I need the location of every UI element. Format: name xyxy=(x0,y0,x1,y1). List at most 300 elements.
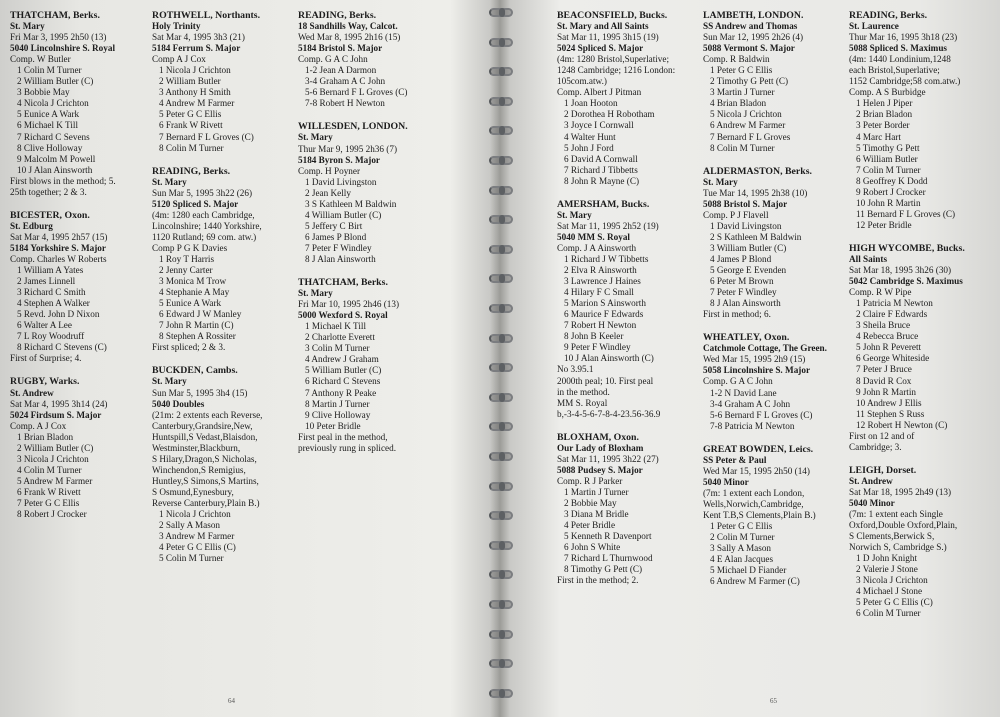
tower-name: READING, Berks. xyxy=(849,10,928,21)
peal-entry xyxy=(557,199,703,420)
ringer-line: 8 Colin M Turner xyxy=(159,142,224,153)
peal-date: Wed Mar 8, 1995 2h16 (15) xyxy=(298,32,401,43)
binding-coil xyxy=(489,570,513,579)
tower-name: READING, Berks. xyxy=(152,165,231,177)
peal-date: Sat Mar 11, 1995 3h15 (19) xyxy=(557,32,659,43)
peal-date: Thur Mar 9, 1995 2h36 (7) xyxy=(298,143,398,154)
ringer-line: 7-8 Robert H Newton xyxy=(305,98,385,109)
ringer-line: 5 Peter G C Ellis (C) xyxy=(856,597,933,608)
peal-entry xyxy=(849,243,995,453)
peal-date: Wed Mar 15, 1995 2h9 (15) xyxy=(703,354,806,365)
ringer-line: 9 Malcolm M Powell xyxy=(17,153,96,164)
ringer-line: 7 Richard L Thurnwood xyxy=(564,553,653,564)
ringer-line: 6 Andrew M Farmer (C) xyxy=(710,576,800,587)
ringer-line: 3 Colin M Turner xyxy=(305,343,370,354)
peal-entry xyxy=(10,210,152,365)
ringer-line: 5 Andrew M Farmer xyxy=(17,475,93,486)
composition-note: 1248 Cambridge; 1216 London: xyxy=(557,65,676,76)
footnote: previously rung in spliced. xyxy=(298,442,396,453)
method-name: 5184 Yorkshire S. Major xyxy=(10,242,106,253)
peal-entry xyxy=(557,432,703,587)
peal-entry xyxy=(557,10,703,187)
ringer-line: 4 Walter Hunt xyxy=(564,131,616,142)
footnote: MM S. Royal xyxy=(557,397,608,408)
ringer-line: 4 Peter G C Ellis (C) xyxy=(159,542,236,553)
composition-note: S Clements,Berwick S, xyxy=(849,531,935,542)
composer: Comp. H Poyner xyxy=(298,165,361,176)
peal-date: Sat Mar 11, 1995 3h22 (27) xyxy=(557,453,659,464)
tower-name: ALDERMASTON, Berks. xyxy=(703,165,812,177)
composer: Comp. G A C John xyxy=(703,376,773,387)
ringer-line: 6 James P Blond xyxy=(305,231,367,242)
ringer-line: 1 Richard J W Tibbetts xyxy=(564,253,649,264)
ringer-line: 7 Peter G C Ellis xyxy=(17,497,80,508)
ringer-line: 4 Nicola J Crichton xyxy=(17,98,89,109)
binding-coil xyxy=(489,334,513,343)
ringer-line: 5 Michael D Fiander xyxy=(710,565,787,576)
ringer-line: 1 Joan Hooton xyxy=(564,98,618,109)
ringer-line: 4 Rebecca Bruce xyxy=(856,331,919,342)
peal-entry xyxy=(298,10,488,109)
composition-note: Huntley,S Simons,S Martins, xyxy=(152,475,259,486)
ringer-line: 7 Peter F Windley xyxy=(710,287,777,298)
ringer-line: 1 Brian Bladon xyxy=(17,431,74,442)
ringer-line: 8 John B Keeler xyxy=(564,331,624,342)
method-name: 5088 Bristol S. Major xyxy=(703,198,788,209)
peal-date: Tue Mar 14, 1995 2h38 (10) xyxy=(703,187,808,198)
ringer-line: 4 E Alan Jacques xyxy=(710,554,774,565)
ringer-line: 10 J Alan Ainsworth (C) xyxy=(564,353,654,364)
ringer-line: 4 Colin M Turner xyxy=(17,464,82,475)
method-name: 5000 Wexford S. Royal xyxy=(298,310,388,321)
ringer-line: 11 Bernard F L Groves (C) xyxy=(856,208,956,219)
composition-note: Kent T.B,S Clements,Plain B.) xyxy=(703,509,816,520)
ringer-line: 6 George Whiteside xyxy=(856,353,930,364)
ringer-line: 6 Maurice F Edwards xyxy=(564,309,644,320)
ringer-line: 11 Stephen S Russ xyxy=(856,408,925,419)
ringer-line: 1 Peter G C Ellis xyxy=(710,65,773,76)
peal-date: Fri Mar 3, 1995 2h50 (13) xyxy=(10,32,107,43)
ringer-line: 3 Martin J Turner xyxy=(710,87,775,98)
peal-date: Sat Mar 18, 1995 3h26 (30) xyxy=(849,265,952,276)
method-name: 5040 Minor xyxy=(703,476,749,487)
method-name: 5184 Byron S. Major xyxy=(298,154,381,165)
ringer-line: 1 David Livingston xyxy=(305,176,377,187)
ringer-line: 1 Peter G C Ellis xyxy=(710,521,773,532)
ringer-line: 6 Michael K Till xyxy=(17,120,79,131)
footnote: 2000th peal; 10. First peal xyxy=(557,375,654,386)
ringer-line: 1 Helen J Piper xyxy=(856,98,913,109)
ringer-line: 3 Sally A Mason xyxy=(710,543,772,554)
ringer-line: 8 Stephen A Rossiter xyxy=(159,331,236,342)
ringer-line: 6 John S White xyxy=(564,542,621,553)
ringer-line: 1 Nicola J Crichton xyxy=(159,65,231,76)
footnote: b,-3-4-5-6-7-8-4-23.56-36.9 xyxy=(557,408,661,419)
church-name: St. Mary and All Saints xyxy=(557,21,649,32)
composition-note: (4m: 1280 each Cambridge, xyxy=(152,209,255,220)
tower-name: BICESTER, Oxon. xyxy=(10,209,90,221)
ringer-line: 5 John J Ford xyxy=(564,142,614,153)
ringer-line: 3 William Butler (C) xyxy=(710,242,787,253)
ringer-line: 1 Patricia M Newton xyxy=(856,298,933,309)
peal-entry xyxy=(703,10,845,154)
ringer-line: 2 Dorothea H Robotham xyxy=(564,109,655,120)
ringer-line: 5 Colin M Turner xyxy=(159,553,224,564)
ringer-line: 7 L Roy Woodruff xyxy=(17,331,85,342)
ringer-line: 1 Martin J Turner xyxy=(564,486,629,497)
binding-coil xyxy=(489,8,513,17)
tower-name: RUGBY, Warks. xyxy=(10,376,80,388)
church-name: St. Mary xyxy=(298,132,333,143)
ringer-line: 12 Peter Bridle xyxy=(856,219,912,230)
ringer-line: 8 Richard C Stevens (C) xyxy=(17,342,107,353)
ringer-line: 9 Peter F Windley xyxy=(564,342,631,353)
composer: Comp. Albert J Pitman xyxy=(557,87,642,98)
ringer-line: 9 Robert J Crocker xyxy=(856,186,926,197)
ringer-line: 5-6 Bernard F L Groves (C) xyxy=(305,87,408,98)
ringer-line: 3-4 Graham A C John xyxy=(710,398,791,409)
composer: Comp P G K Davies xyxy=(152,242,228,253)
tower-name: BUCKDEN, Cambs. xyxy=(152,365,238,377)
ringer-line: 7-8 Patricia M Newton xyxy=(710,420,795,431)
page-number-right: 65 xyxy=(770,697,777,705)
method-name: 5058 Lincolnshire S. Major xyxy=(703,365,811,376)
column-5 xyxy=(703,10,845,599)
ringer-line: 8 David R Cox xyxy=(856,375,912,386)
composition-note: Norwich S, Cambridge S.) xyxy=(849,542,947,553)
composition-note: Canterbury,Grandsire,New, xyxy=(152,420,253,431)
ringer-line: 5 Eunice A Wark xyxy=(17,109,80,120)
ringer-line: 6 Peter M Brown xyxy=(710,276,774,287)
ringer-line: 12 Robert H Newton (C) xyxy=(856,419,948,430)
tower-name: AMERSHAM, Bucks. xyxy=(557,198,650,210)
ringer-line: 7 Bernard F L Groves xyxy=(710,131,791,142)
footnote: No 3.95.1 xyxy=(557,364,594,375)
ringer-line: 7 Robert H Newton xyxy=(564,320,637,331)
ringer-line: 7 Richard J Tibbetts xyxy=(564,164,638,175)
peal-entry xyxy=(703,444,845,588)
binding-coil xyxy=(489,452,513,461)
method-name: 5088 Spliced S. Maximus xyxy=(849,43,948,54)
ringer-line: 3 Lawrence J Haines xyxy=(564,276,641,287)
church-name: St. Andrew xyxy=(10,387,54,398)
composition-note: each Bristol,Superlative; xyxy=(849,65,940,76)
composer: Comp. J A Ainsworth xyxy=(557,242,637,253)
composition-note: (21m: 2 extents each Reverse, xyxy=(152,409,263,420)
peal-date: Sun Mar 5, 1995 3h4 (15) xyxy=(152,387,248,398)
ringer-line: 5 William Butler (C) xyxy=(305,365,382,376)
church-name: St. Mary xyxy=(298,288,333,299)
ringer-line: 3-4 Graham A C John xyxy=(305,76,386,87)
binding-coil xyxy=(489,156,513,165)
method-name: 5042 Cambridge S. Maximus xyxy=(849,276,963,287)
ringer-line: 7 Peter J Bruce xyxy=(856,364,912,375)
church-name: 18 Sandhills Way, Calcot. xyxy=(298,21,398,32)
ringer-line: 2 Charlotte Everett xyxy=(305,332,375,343)
binding-coil xyxy=(489,630,513,639)
tower-name: BLOXHAM, Oxon. xyxy=(557,431,639,443)
ringer-line: 3 S Kathleen M Baldwin xyxy=(305,198,397,209)
ringer-line: 2 Colin M Turner xyxy=(710,532,775,543)
composition-note: S Hilary,Dragon,S Nicholas, xyxy=(152,453,257,464)
ringer-line: 8 Clive Holloway xyxy=(17,142,83,153)
binding-coil xyxy=(489,422,513,431)
ringer-line: 5 Kenneth R Davenport xyxy=(564,531,652,542)
method-name: 5024 Spliced S. Major xyxy=(557,43,644,54)
footnote: in the method. xyxy=(557,386,610,397)
method-name: 5184 Ferrum S. Major xyxy=(152,43,241,54)
tower-name: THATCHAM, Berks. xyxy=(10,10,100,21)
ringer-line: 8 Colin M Turner xyxy=(710,142,775,153)
peal-date: Sat Mar 18, 1995 2h49 (13) xyxy=(849,486,952,497)
church-name: St. Edburg xyxy=(10,220,53,231)
method-name: 5120 Spliced S. Major xyxy=(152,198,239,209)
ringer-line: 2 Timothy G Pett (C) xyxy=(710,76,789,87)
composition-note: (4m: 1280 Bristol,Superlative; xyxy=(557,54,670,65)
tower-name: READING, Berks. xyxy=(298,10,377,21)
ringer-line: 4 Michael J Stone xyxy=(856,586,923,597)
page-number-left: 64 xyxy=(228,697,235,705)
peal-entry xyxy=(703,332,845,431)
ringer-line: 3 Diana M Bridle xyxy=(564,509,629,520)
ringer-line: 9 Clive Holloway xyxy=(305,409,371,420)
ringer-line: 6 David A Cornwall xyxy=(564,153,638,164)
footnote: First in the method; 2. xyxy=(557,575,639,586)
composer: Comp. G A C John xyxy=(298,54,368,65)
composer: Comp. P J Flavell xyxy=(703,209,769,220)
ringer-line: 7 Richard C Sevens xyxy=(17,131,90,142)
ringer-line: 1 Michael K Till xyxy=(305,321,367,332)
composition-note: (7m: 1 extent each London, xyxy=(703,487,805,498)
ringer-line: 3 Joyce I Cornwall xyxy=(564,120,634,131)
composer: Comp. A S Burbidge xyxy=(849,87,926,98)
church-name: St. Mary xyxy=(10,21,45,32)
ringer-line: 6 William Butler xyxy=(856,153,918,164)
peal-date: Sun Mar 5, 1995 3h22 (26) xyxy=(152,187,253,198)
peal-date: Sat Mar 11, 1995 2h52 (19) xyxy=(557,220,659,231)
church-name: SS Peter & Paul xyxy=(703,454,767,465)
method-name: 5040 MM S. Royal xyxy=(557,231,630,242)
ringer-line: 5-6 Bernard F L Groves (C) xyxy=(710,409,813,420)
binding-coil xyxy=(489,304,513,313)
footnote: First of Surprise; 4. xyxy=(10,353,82,364)
composition-note: (4m: 1440 Londinium,1248 xyxy=(849,54,951,65)
peal-date: Fri Mar 10, 1995 2h46 (13) xyxy=(298,299,400,310)
ringer-line: 2 Claire F Edwards xyxy=(856,309,928,320)
ringer-line: 2 Sally A Mason xyxy=(159,520,221,531)
church-name: SS Andrew and Thomas xyxy=(703,21,798,32)
footnote: 25th together; 2 & 3. xyxy=(10,186,87,197)
ringer-line: 8 Timothy G Pett (C) xyxy=(564,564,643,575)
ringer-line: 5 Revd. John D Nixon xyxy=(17,309,100,320)
binding-coil xyxy=(489,274,513,283)
method-name: 5088 Pudsey S. Major xyxy=(557,464,643,475)
composition-note: Reverse Canterbury,Plain B.) xyxy=(152,497,260,508)
tower-name: HIGH WYCOMBE, Bucks. xyxy=(849,242,965,254)
ringer-line: 4 Brian Bladon xyxy=(710,98,767,109)
ringer-line: 4 James P Blond xyxy=(710,253,772,264)
ringer-line: 1 David Livingston xyxy=(710,220,782,231)
peal-entry xyxy=(298,121,488,265)
ringer-line: 3 Monica M Trow xyxy=(159,276,227,287)
peal-entry xyxy=(703,166,845,321)
binding-coil xyxy=(489,215,513,224)
ringer-line: 5 Marion S Ainsworth xyxy=(564,298,646,309)
ringer-line: 4 Stephanie A May xyxy=(159,287,230,298)
tower-name: LAMBETH, LONDON. xyxy=(703,10,804,21)
ringer-line: 7 Bernard F L Groves (C) xyxy=(159,131,254,142)
church-name: Our Lady of Bloxham xyxy=(557,442,644,453)
peal-entry xyxy=(849,10,995,231)
church-name: St. Mary xyxy=(152,176,187,187)
column-6 xyxy=(849,10,995,631)
binding-coil xyxy=(489,659,513,668)
binding-coil xyxy=(489,363,513,372)
binding-coil xyxy=(489,393,513,402)
composition-note: 105com.atw.) xyxy=(557,76,607,87)
method-name: 5184 Bristol S. Major xyxy=(298,43,383,54)
binding-coil xyxy=(489,126,513,135)
ringer-line: 2 S Kathleen M Baldwin xyxy=(710,231,802,242)
peal-entry xyxy=(849,465,995,620)
binding-coil xyxy=(489,67,513,76)
ringer-line: 3 Richard C Smith xyxy=(17,287,86,298)
ringer-line: 8 Geoffrey K Dodd xyxy=(856,175,928,186)
method-name: 5088 Vermont S. Major xyxy=(703,43,795,54)
ringer-line: 3 Anthony H Smith xyxy=(159,87,231,98)
composition-note: Westminster,Blackburn, xyxy=(152,442,241,453)
composition-note: S Osmund,Eynesbury, xyxy=(152,486,234,497)
ringer-line: 8 J Alan Ainsworth xyxy=(305,253,376,264)
footnote: First peal in the method, xyxy=(298,431,388,442)
ringer-line: 8 Martin J Turner xyxy=(305,398,370,409)
peal-date: Sat Mar 4, 1995 2h57 (15) xyxy=(10,231,108,242)
ringer-line: 6 Frank W Rivett xyxy=(159,120,223,131)
ringer-line: 4 Hilary F C Small xyxy=(564,287,634,298)
footnote: First on 12 and of xyxy=(849,430,915,441)
ringer-line: 9 John R Martin xyxy=(856,386,916,397)
peal-entry xyxy=(298,277,488,454)
composer: Comp. R J Parker xyxy=(557,475,623,486)
ringer-line: 2 William Butler (C) xyxy=(17,442,94,453)
ringer-line: 10 John R Martin xyxy=(856,197,921,208)
ringer-line: 4 Stephen A Walker xyxy=(17,298,90,309)
ringer-line: 6 Colin M Turner xyxy=(856,608,921,619)
footnote: First spliced; 2 & 3. xyxy=(152,342,226,353)
footnote: First in method; 6. xyxy=(703,309,771,320)
column-4 xyxy=(557,10,703,598)
ringer-line: 5 John R Peverett xyxy=(856,342,922,353)
ringer-line: 6 Edward J W Manley xyxy=(159,309,242,320)
binding-coil xyxy=(489,541,513,550)
tower-name: GREAT BOWDEN, Leics. xyxy=(703,443,814,455)
tower-name: THATCHAM, Berks. xyxy=(298,277,388,289)
footnote: Cambridge; 3. xyxy=(849,441,902,452)
binding-coil xyxy=(489,511,513,520)
church-name: St. Laurence xyxy=(849,21,899,32)
composer: Comp A J Cox xyxy=(152,54,206,65)
ringer-line: 6 Frank W Rivett xyxy=(17,486,81,497)
composer: Comp. R Baldwin xyxy=(703,54,770,65)
method-name: 5040 Lincolnshire S. Royal xyxy=(10,43,115,54)
peal-date: Sat Mar 4, 1995 3h3 (21) xyxy=(152,32,245,43)
column-1 xyxy=(10,10,152,532)
ringer-line: 7 Anthony R Peake xyxy=(305,387,377,398)
ringer-line: 2 Elva R Ainsworth xyxy=(564,265,637,276)
footnote: First blows in the method; 5. xyxy=(10,175,116,186)
column-3 xyxy=(298,10,488,466)
ringer-line: 3 Andrew M Farmer xyxy=(159,531,235,542)
binding-coil xyxy=(489,38,513,47)
column-2 xyxy=(152,10,298,576)
composer: Comp. W Butler xyxy=(10,54,71,65)
composer: Comp. Charles W Roberts xyxy=(10,253,107,264)
ringer-line: 3 Bobbie May xyxy=(17,87,70,98)
ringer-line: 2 William Butler (C) xyxy=(17,76,94,87)
peal-entry xyxy=(152,10,298,154)
ringer-line: 1-2 N David Lane xyxy=(710,387,777,398)
composer: Comp. R W Pipe xyxy=(849,287,912,298)
peal-entry xyxy=(10,10,152,198)
ringer-line: 5 George E Evenden xyxy=(710,265,787,276)
ringer-line: 7 Colin M Turner xyxy=(856,164,921,175)
peal-entry xyxy=(152,166,298,354)
ringer-line: 4 Andrew J Graham xyxy=(305,354,379,365)
tower-name: BEACONSFIELD, Bucks. xyxy=(557,10,668,21)
ringer-line: 2 Jenny Carter xyxy=(159,265,213,276)
ringer-line: 4 William Butler (C) xyxy=(305,209,382,220)
binding-coil xyxy=(489,482,513,491)
ringer-line: 4 Andrew M Farmer xyxy=(159,98,235,109)
ringer-line: 5 Peter G C Ellis xyxy=(159,109,222,120)
tower-name: LEIGH, Dorset. xyxy=(849,464,917,476)
ringer-line: 7 Peter F Windley xyxy=(305,242,372,253)
ringer-line: 1-2 Jean A Darmon xyxy=(305,65,377,76)
tower-name: WHEATLEY, Oxon. xyxy=(703,332,790,344)
ringer-line: 1 Nicola J Crichton xyxy=(159,509,231,520)
composition-note: Wells,Norwich,Cambridge, xyxy=(703,498,804,509)
ringer-line: 1 Roy T Harris xyxy=(159,253,215,264)
method-name: 5040 Minor xyxy=(849,497,895,508)
ringer-line: 2 James Linnell xyxy=(17,276,76,287)
method-name: 5040 Doubles xyxy=(152,398,205,409)
composition-note: Lincolnshire; 1440 Yorkshire, xyxy=(152,220,262,231)
church-name: Catchmole Cottage, The Green. xyxy=(703,343,827,354)
ringer-line: 3 Peter Border xyxy=(856,120,910,131)
ringer-line: 6 Andrew M Farmer xyxy=(710,120,786,131)
composer: Comp. A J Cox xyxy=(10,420,67,431)
ringer-line: 5 Timothy G Pett xyxy=(856,142,920,153)
composition-note: Winchendon,S Remigius, xyxy=(152,464,246,475)
peal-date: Sun Mar 12, 1995 2h26 (4) xyxy=(703,32,804,43)
ringer-line: 2 William Butler xyxy=(159,76,221,87)
ringer-line: 1 Colin M Turner xyxy=(17,65,82,76)
peal-entry xyxy=(152,365,298,564)
ringer-line: 8 J Alan Ainsworth xyxy=(710,298,781,309)
ringer-line: 6 Walter A Lee xyxy=(17,320,72,331)
peal-entry xyxy=(10,376,152,520)
ringer-line: 8 John R Mayne (C) xyxy=(564,175,640,186)
composition-note: Huntspill,S Vedast,Blaisdon, xyxy=(152,431,258,442)
ringer-line: 10 Andrew J Ellis xyxy=(856,397,922,408)
ringer-line: 2 Brian Bladon xyxy=(856,109,913,120)
church-name: St. Andrew xyxy=(849,475,893,486)
composition-note: Oxford,Double Oxford,Plain, xyxy=(849,520,958,531)
spiral-binding xyxy=(489,0,513,717)
composition-note: 1152 Cambridge;58 com.atw.) xyxy=(849,76,961,87)
ringer-line: 2 Bobbie May xyxy=(564,497,617,508)
peal-date: Thur Mar 16, 1995 3h18 (23) xyxy=(849,32,958,43)
